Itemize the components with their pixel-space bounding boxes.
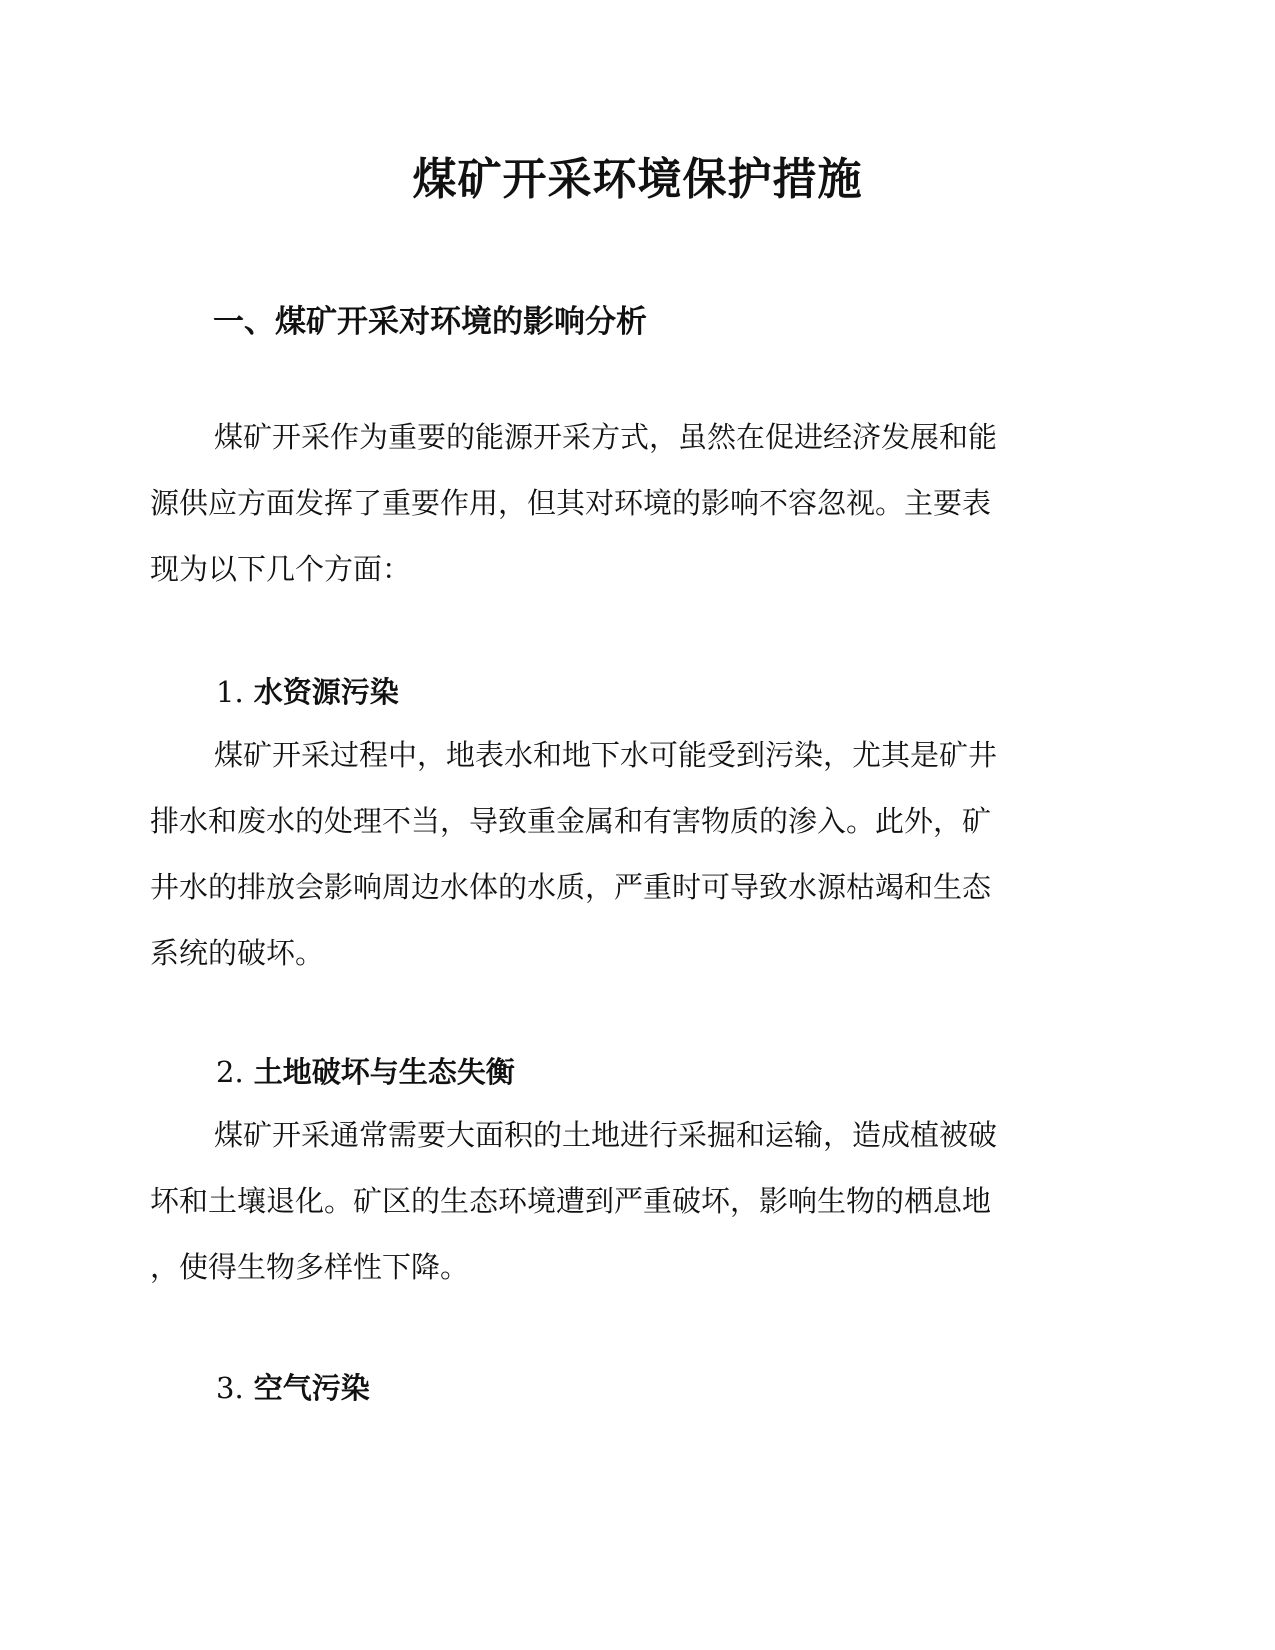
subheading-water-pollution	[216, 670, 399, 714]
paragraph-line: 系统的破坏。	[150, 936, 325, 970]
paragraph-line: 坏和土壤退化。矿区的生态环境遭到严重破坏，影响生物的栖息地	[150, 1184, 992, 1218]
item-title: 空气污染	[253, 1371, 370, 1405]
subheading-air-pollution	[216, 1366, 370, 1410]
subheading-land-damage	[216, 1050, 515, 1094]
item-number: 3.	[216, 1371, 244, 1405]
item-title: 土地破坏与生态失衡	[253, 1055, 515, 1089]
item-number: 1.	[216, 675, 244, 709]
item-title: 水资源污染	[253, 675, 399, 709]
intro-paragraph	[150, 404, 1125, 602]
paragraph-line: ，使得生物多样性下降。	[150, 1250, 470, 1284]
paragraph-line: 井水的排放会影响周边水体的水质，严重时可导致水源枯竭和生态	[150, 870, 992, 904]
paragraph-land-damage	[150, 1102, 1125, 1300]
document-title: 煤矿开采环境保护措施	[412, 154, 863, 205]
paragraph-line: 煤矿开采过程中，地表水和地下水可能受到污染，尤其是矿井	[214, 738, 998, 772]
paragraph-line: 煤矿开采作为重要的能源开采方式，虽然在促进经济发展和能	[214, 420, 998, 454]
paragraph-line: 现为以下几个方面：	[150, 552, 412, 586]
section-heading-1: 一、煤矿开采对环境的影响分析	[213, 304, 647, 340]
paragraph-water-pollution	[150, 722, 1125, 986]
paragraph-line: 排水和废水的处理不当，导致重金属和有害物质的渗入。此外，矿	[150, 804, 992, 838]
item-number: 2.	[216, 1055, 244, 1089]
paragraph-line: 源供应方面发挥了重要作用，但其对环境的影响不容忽视。主要表	[150, 486, 992, 520]
paragraph-line: 煤矿开采通常需要大面积的土地进行采掘和运输，造成植被破	[214, 1118, 998, 1152]
